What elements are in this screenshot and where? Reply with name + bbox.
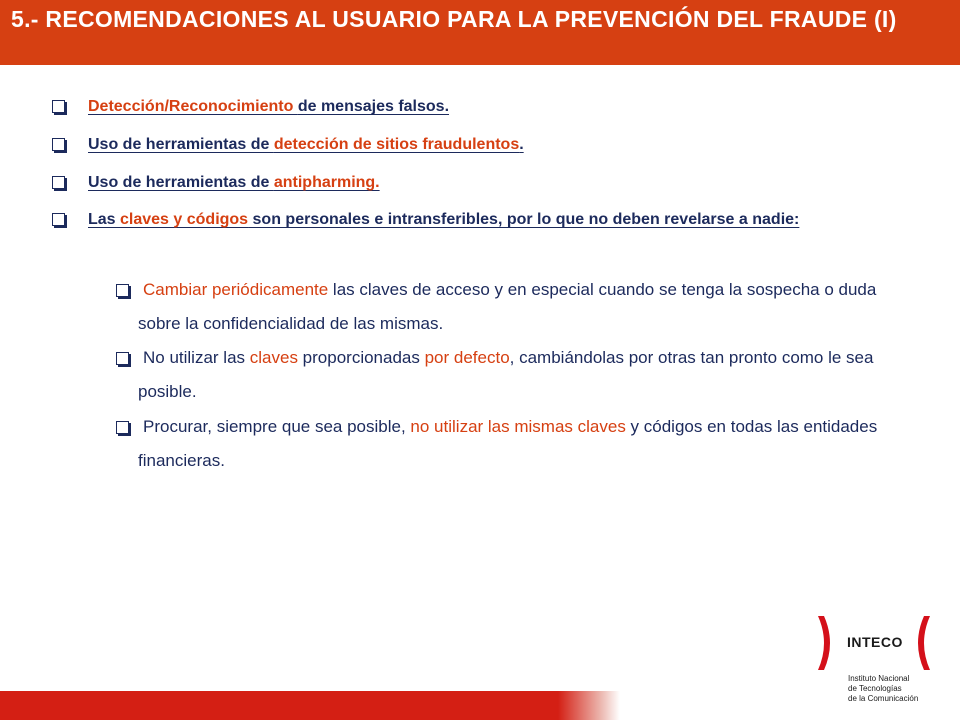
bullet-text-segment: Uso de herramientas de bbox=[88, 174, 274, 191]
sub-bullet-text-segment: Cambiar periódicamente bbox=[143, 280, 329, 299]
logo-subtitle-line: de Tecnologías bbox=[848, 684, 902, 693]
sub-bullet-text-segment: No utilizar las bbox=[143, 348, 250, 367]
bullet-text-segment: detección de sitios fraudulentos bbox=[273, 136, 520, 153]
sub-bullet-text bbox=[138, 410, 908, 478]
bullet-text bbox=[88, 205, 878, 234]
bullet-text bbox=[88, 168, 878, 197]
checkbox-bullet-icon bbox=[116, 284, 129, 297]
left-parenthesis-icon bbox=[814, 612, 836, 674]
sub-bullet-text-segment: Procurar, siempre que sea posible, bbox=[143, 417, 411, 436]
logo-subtitle-line: de la Comunicación bbox=[848, 694, 919, 703]
bullet-text-segment: antipharming. bbox=[273, 174, 380, 191]
title-bar bbox=[0, 0, 960, 65]
sub-bullet-text-segment: , cambiándolas por otras tan pronto como le sea posible. bbox=[138, 348, 874, 401]
bullet-text-segment: Uso de herramientas de bbox=[88, 136, 274, 153]
sub-bullet-text-segment: y códigos en todas las entidades financieras. bbox=[138, 417, 878, 470]
checkbox-bullet-icon bbox=[52, 176, 65, 189]
sub-bullet-text bbox=[138, 273, 908, 341]
checkbox-bullet-icon bbox=[52, 138, 65, 151]
sub-bullet-text-segment: las claves de acceso y en especial cuando se tenga la sospecha o duda sobre la confidencialidad de las mismas. bbox=[138, 280, 877, 333]
bullet-text-segment: Detección/Reconocimiento bbox=[88, 98, 298, 115]
sub-bullet-text-segment: por defecto bbox=[424, 348, 510, 367]
bullet-text-segment: son personales e intransferibles, por lo que no deben revelarse a nadie: bbox=[248, 211, 800, 228]
logo-subtitle-line: Instituto Nacional bbox=[848, 674, 910, 683]
sub-bullet-text-segment: no utilizar las mismas claves bbox=[410, 417, 626, 436]
logo-subtitle bbox=[848, 674, 948, 704]
bullet-text bbox=[88, 92, 878, 121]
slide-title: 5.- RECOMENDACIONES AL USUARIO PARA LA PREVENCIÓN DEL FRAUDE (I) bbox=[11, 6, 897, 32]
bullet-text-segment: Las bbox=[88, 211, 121, 228]
checkbox-bullet-icon bbox=[52, 213, 65, 226]
checkbox-bullet-icon bbox=[116, 421, 129, 434]
bullet-text bbox=[88, 130, 878, 159]
bullet-text-segment: . bbox=[519, 136, 524, 153]
bullet-text-segment: claves y códigos bbox=[120, 211, 249, 228]
checkbox-bullet-icon bbox=[52, 100, 65, 113]
bullet-text-segment: de mensajes falsos. bbox=[297, 98, 450, 115]
right-parenthesis-icon bbox=[912, 612, 934, 674]
logo-wordmark: INTECO bbox=[847, 634, 903, 650]
sub-bullet-text-segment: proporcionadas bbox=[297, 348, 425, 367]
footer-bar bbox=[0, 691, 620, 720]
sub-bullet-text bbox=[138, 341, 908, 409]
inteco-logo bbox=[814, 612, 954, 712]
checkbox-bullet-icon bbox=[116, 352, 129, 365]
sub-bullet-text-segment: claves bbox=[249, 348, 298, 367]
